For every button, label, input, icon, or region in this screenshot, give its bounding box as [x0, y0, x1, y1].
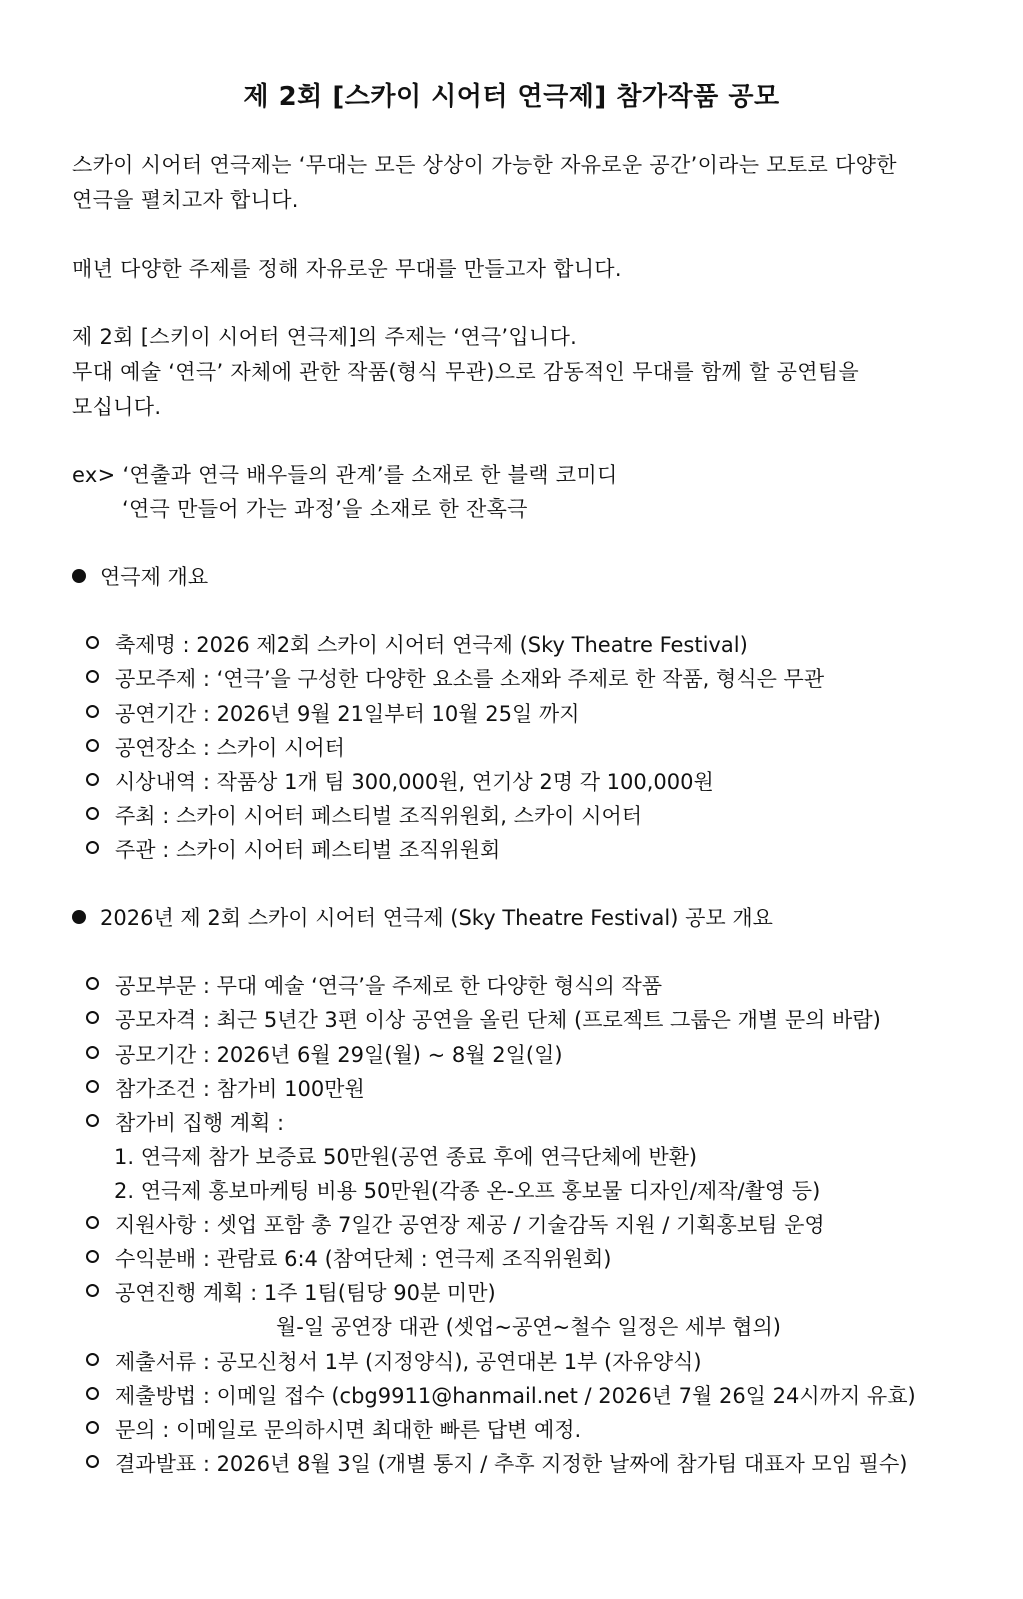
hollow-bullet-icon — [86, 1080, 99, 1093]
hollow-bullet-icon — [86, 841, 99, 854]
list-item-text: 참가조건 : 참가비 100만원 — [115, 1077, 365, 1101]
list-item — [86, 1416, 581, 1444]
intro-paragraph-3-line-2: 무대 예술 ‘연극’ 자체에 관한 작품(형식 무관)으로 감동적인 무대를 함께 할 공연팀을 — [72, 360, 859, 384]
hollow-bullet-icon — [86, 1114, 99, 1127]
hollow-bullet-icon — [86, 1046, 99, 1059]
hollow-bullet-icon — [86, 670, 99, 683]
list-item-text: 시상내역 : 작품상 1개 팀 300,000원, 연기상 2명 각 100,000원 — [115, 770, 714, 794]
intro-paragraph-2: 매년 다양한 주제를 정해 자유로운 무대를 만들고자 합니다. — [72, 257, 622, 281]
list-item — [86, 1211, 825, 1239]
list-item — [86, 1006, 881, 1034]
list-item-text: 공모부문 : 무대 예술 ‘연극’을 주제로 한 다양한 형식의 작품 — [115, 974, 663, 998]
list-item — [86, 802, 642, 830]
list-item-text: 수익분배 : 관람료 6:4 (참여단체 : 연극제 조직위원회) — [115, 1247, 612, 1271]
list-item — [86, 1075, 365, 1103]
list-item — [86, 836, 500, 864]
list-item-text: 공연진행 계획 : 1주 1팀(팀당 90분 미만) — [115, 1281, 496, 1305]
intro-paragraph-1-line-1: 스카이 시어터 연극제는 ‘무대는 모든 상상이 가능한 자유로운 공간’이라는 모토로 다양한 — [72, 153, 897, 177]
intro-paragraph-3-line-1: 제 2회 [스키이 시어터 연극제]의 주제는 ‘연극’입니다. — [72, 325, 578, 349]
list-item — [86, 1450, 907, 1478]
list-item — [86, 700, 580, 728]
hollow-bullet-icon — [86, 773, 99, 786]
list-item — [86, 1348, 702, 1376]
list-item-text: 지원사항 : 셋업 포함 총 7일간 공연장 제공 / 기술감독 지원 / 기획홍보팀 운영 — [115, 1213, 825, 1237]
list-item — [86, 1245, 612, 1273]
hollow-bullet-icon — [86, 1455, 99, 1468]
list-item — [86, 631, 748, 659]
list-item-text: 주최 : 스카이 시어터 페스티벌 조직위원회, 스카이 시어터 — [115, 804, 643, 828]
section-1-heading — [72, 563, 208, 591]
list-item-text: 공연기간 : 2026년 9월 21일부터 10월 25일 까지 — [115, 702, 580, 726]
hollow-bullet-icon — [86, 807, 99, 820]
list-item — [86, 768, 714, 796]
hollow-bullet-icon — [86, 1387, 99, 1400]
hollow-bullet-icon — [86, 1353, 99, 1366]
filled-bullet-icon — [72, 569, 86, 583]
numbered-sub-item-1: 1. 연극제 참가 보증료 50만원(공연 종료 후에 연극단체에 반환) — [114, 1145, 698, 1169]
intro-paragraph-1-line-2: 연극을 펼치고자 합니다. — [72, 188, 299, 212]
list-item-text: 공모기간 : 2026년 6월 29일(월) ~ 8월 2일(일) — [115, 1043, 563, 1067]
hollow-bullet-icon — [86, 739, 99, 752]
hollow-bullet-icon — [86, 1284, 99, 1297]
section-2-heading — [72, 904, 773, 932]
list-item — [86, 734, 345, 762]
list-item — [86, 972, 662, 1000]
hollow-bullet-icon — [86, 636, 99, 649]
hollow-bullet-icon — [86, 705, 99, 718]
section-1-heading-text: 연극제 개요 — [100, 565, 209, 589]
hollow-bullet-icon — [86, 1250, 99, 1263]
example-line-1: ex> ‘연출과 연극 배우들의 관계’를 소재로 한 블랙 코미디 — [72, 463, 618, 487]
list-item-text: 공모주제 : ‘연극’을 구성한 다양한 요소를 소재와 주제로 한 작품, 형식은 무관 — [115, 667, 825, 691]
document-title: 제 2회 [스카이 시어터 연극제] 참가작품 공모 — [243, 82, 780, 112]
list-item-text: 제출서류 : 공모신청서 1부 (지정양식), 공연대본 1부 (자유양식) — [115, 1350, 702, 1374]
list-item-text: 주관 : 스카이 시어터 페스티벌 조직위원회 — [115, 838, 501, 862]
continuation-line: 월-일 공연장 대관 (셋업~공연~철수 일정은 세부 협의) — [276, 1315, 781, 1339]
list-item — [86, 1279, 496, 1307]
list-item — [86, 665, 824, 693]
list-item — [86, 1109, 284, 1137]
list-item-text: 공모자격 : 최근 5년간 3편 이상 공연을 올린 단체 (프로젝트 그룹은 개별 문의 바람) — [115, 1008, 881, 1032]
list-item — [86, 1041, 563, 1069]
list-item-text: 결과발표 : 2026년 8월 3일 (개별 통지 / 추후 지정한 날짜에 참가팀 대표자 모임 필수) — [115, 1452, 908, 1476]
example-line-2: ‘연극 만들어 가는 과정’을 소재로 한 잔혹극 — [122, 497, 528, 521]
list-item — [86, 1382, 916, 1410]
section-2-heading-text: 2026년 제 2회 스카이 시어터 연극제 (Sky Theatre Festival) 공모 개요 — [100, 906, 773, 930]
hollow-bullet-icon — [86, 1216, 99, 1229]
filled-bullet-icon — [72, 910, 86, 924]
intro-paragraph-3-line-3: 모십니다. — [72, 395, 162, 419]
list-item-text: 문의 : 이메일로 문의하시면 최대한 빠른 답변 예정. — [115, 1418, 582, 1442]
list-item-text: 공연장소 : 스카이 시어터 — [115, 736, 345, 760]
numbered-sub-item-2: 2. 연극제 홍보마케팅 비용 50만원(각종 온-오프 홍보물 디자인/제작/촬영 등) — [114, 1179, 821, 1203]
hollow-bullet-icon — [86, 1011, 99, 1024]
list-item-text: 참가비 집행 계획 : — [115, 1111, 285, 1135]
list-item-text: 축제명 : 2026 제2회 스카이 시어터 연극제 (Sky Theatre Festival) — [115, 633, 748, 657]
list-item-text: 제출방법 : 이메일 접수 (cbg9911@hanmail.net / 2026년 7월 26일 24시까지 유효) — [115, 1384, 916, 1408]
hollow-bullet-icon — [86, 1421, 99, 1434]
hollow-bullet-icon — [86, 977, 99, 990]
